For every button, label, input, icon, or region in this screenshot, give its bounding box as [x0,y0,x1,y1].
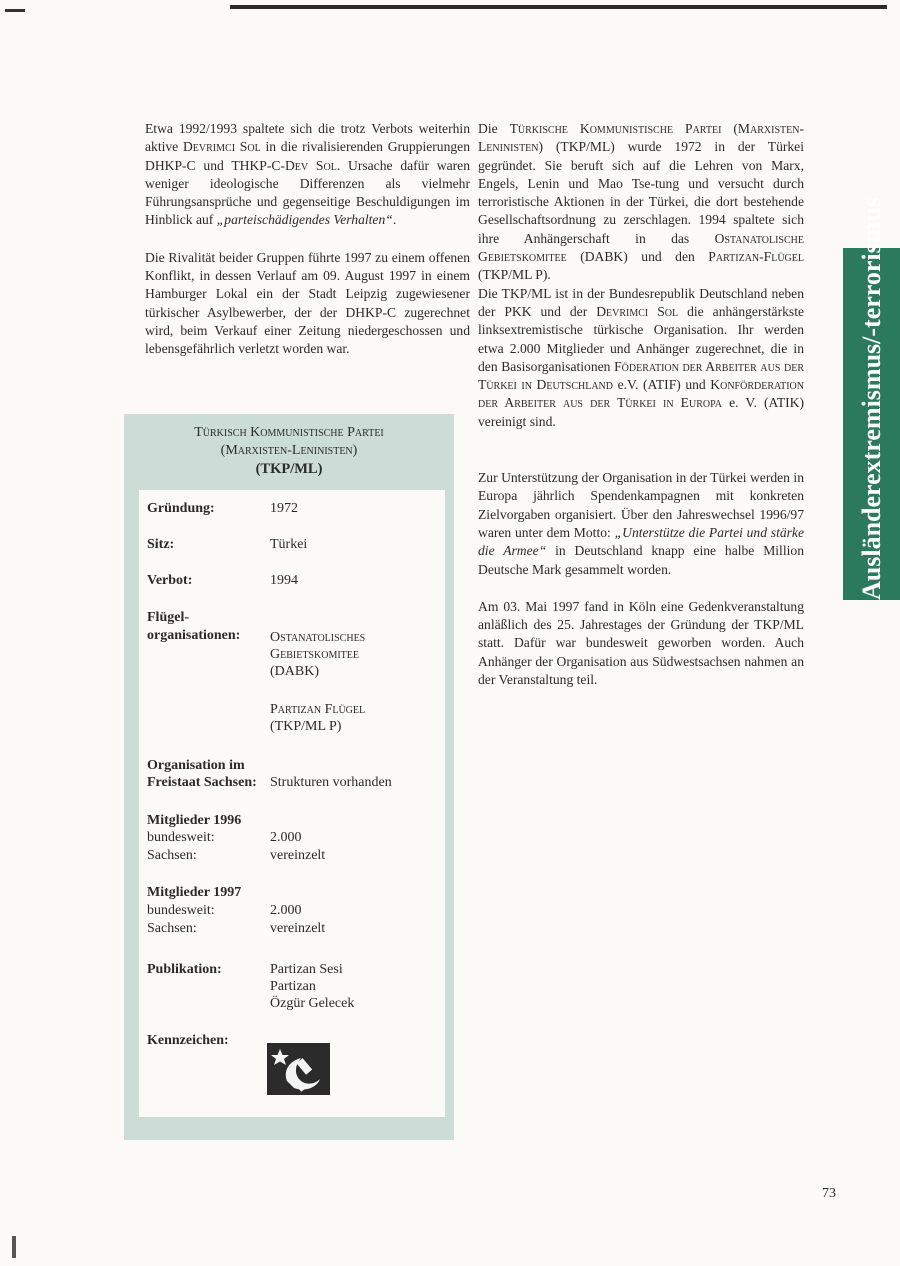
members-1996-saxony-value: vereinzelt [270,848,326,863]
members-1996-federal-value: 2.000 [270,830,302,845]
top-rule [230,5,887,9]
text-run: e. V. (ATIK) vereinigt sind. [478,395,804,429]
right-paragraph-4: Am 03. Mai 1997 fand in Köln eine Gedenkveranstaltung anläßlich des 25. Jahrestages der Gründung der TKP/ML statt. Dafür war bundesweit geworben worden. Auch Anhänger der Organisation aus Südwestsachsen nahmen an der Veranstaltung teil. [478,598,804,688]
org-name: Ostanatolische Gebietskomitee [478,230,804,265]
wing-org-2-line-2: (TKP/ML P) [270,719,342,734]
members-1997-federal-label: bundesweit: [147,903,215,918]
infobox-title [124,424,454,478]
wing-org-1-line-3: (DABK) [270,664,319,679]
org-name: Dev Sol [284,157,337,173]
text-run: Etwa 1992/1993 spaltete sich die trotz Verbots weiterhin aktive [145,121,470,155]
saxony-org-label-1: Organisation im [147,758,245,773]
text-run: (TKP/ML P). [478,267,551,283]
org-name: Türkische Kommunistische Partei (Marxisten-Leninisten) [478,121,804,155]
emblem-label: Kennzeichen: [147,1033,229,1048]
right-paragraph-2 [478,285,804,431]
infobox-title-abbrev: (TKP/ML) [255,461,323,477]
left-column [145,120,470,359]
quote: „parteischädigendes Verhalten“ [216,212,393,228]
seat-value: Türkei [270,537,308,552]
bottom-crop-mark [12,1236,16,1258]
members-1997-saxony-label: Sachsen: [147,921,197,936]
text-run: e.V. (ATIF) und [613,377,711,393]
text-run: in Deutschland knapp eine halbe Million Deutsche Mark gesammelt worden. [478,543,804,577]
ban-label: Verbot: [147,573,193,588]
text-run: die anhängerstärkste linksextremistische türkische Organisation. Ihr werden etwa 2.000 Mitglieder und Anhänger zugerechnet, die in den Basisorganisationen [478,303,805,374]
text-run: . [392,212,397,228]
publication-1: Partizan Sesi [270,962,343,977]
members-1996-saxony-label: Sachsen: [147,848,197,863]
ban-value: 1994 [270,573,298,588]
star-hammer-sickle-icon [267,1043,330,1095]
wing-orgs-label-1: Flügel- [147,610,189,625]
wing-orgs-label-2: organisationen: [147,628,241,643]
members-1997-saxony-value: vereinzelt [270,921,326,936]
text-run: Die [478,121,510,136]
members-1997-label: Mitglieder 1997 [147,885,242,900]
publication-label: Publikation: [147,962,222,977]
saxony-org-value: Strukturen vorhanden [270,775,392,790]
emblem-graphic [267,1043,330,1095]
members-1997-federal-value: 2.000 [270,903,302,918]
members-1996-federal-label: bundesweit: [147,830,215,845]
text-run: (TKP/ML) wurde 1972 in der Türkei gegründet. Sie beruft sich auf die Lehren von Marx, Engels, Lenin und Mao Tse-tung und versucht durch terroristische Aktionen in der Türkei, die dort bestehende Gesellschaftsordnung zu zerschlagen. 1994 spaltete sich ihre Anhängerschaft in das [478,139,804,246]
wing-org-2-line-1: Partizan Flügel [270,702,366,717]
text-run: Zur Unterstützung der Organisation in der Türkei werden in Europa jährlich Spendenkampagnen mit konkreten Zielvorgaben organisiert. Über den Jahreswechsel 1996/97 waren unter dem Motto: [478,470,804,540]
infobox-title-line: Türkisch Kommunistische Partei [194,425,384,440]
publication-3: Özgür Gelecek [270,996,355,1011]
text-run: Die TKP/ML ist in der Bundesrepublik Deutschland neben der PKK und der [478,285,804,319]
corner-crop-mark [5,9,25,12]
org-name: Devrimci Sol [596,303,679,319]
page-number: 73 [822,1186,836,1201]
members-1996-label: Mitglieder 1996 [147,813,242,828]
publication-2: Partizan [270,979,316,994]
text-run: (DABK) und den [566,249,709,265]
org-name: Konförderation der Arbeiter aus der Türkei in Europa [478,377,805,411]
left-paragraph-1 [145,120,470,230]
seat-label: Sitz: [147,537,175,552]
motto-quote: „Unterstütze die Partei und stärke die Armee“ [478,524,804,559]
right-column [478,120,804,689]
founding-label: Gründung: [147,501,215,516]
org-name: Partizan-Flügel [708,249,804,265]
saxony-org-label-2: Freistaat Sachsen: [147,775,257,790]
infobox-title-line: (Marxisten-Leninisten) [220,443,358,458]
section-tab-label: Ausländerextremismus/-terrorismus [857,197,886,600]
org-name: Föderation der Arbeiter aus der Türkei in Deutschland [478,358,804,393]
org-name: Devrimci Sol [182,139,261,155]
section-tab [843,197,900,600]
text-run: in die rivalisierenden Gruppierungen DHKP-C und THKP-C- [145,139,470,173]
text-run: . Ursache dafür waren weniger ideologische Differenzen als vielmehr Führungsansprüche und gegenseitige Beschuldigungen im Hinblick auf [145,157,471,228]
left-paragraph-2: Die Rivalität beider Gruppen führte 1997 zu einem offenen Konflikt, in dessen Verlauf am 09. August 1997 in einem Hamburger Lokal ein der Stadt Leipzig zugewiesener türkischer Asylbewerber, der der DHKP-C zugerechnet wird, beim Verkauf einer Zeitung niedergeschossen und lebensgefährlich verletzt worden war. [145,249,470,357]
right-paragraph-3 [478,469,804,579]
founding-value: 1972 [270,501,298,516]
wing-org-1-line-1: Ostanatolisches [270,630,366,645]
right-paragraph-1 [478,120,804,285]
wing-org-1-line-2: Gebietskomitee [270,647,359,662]
